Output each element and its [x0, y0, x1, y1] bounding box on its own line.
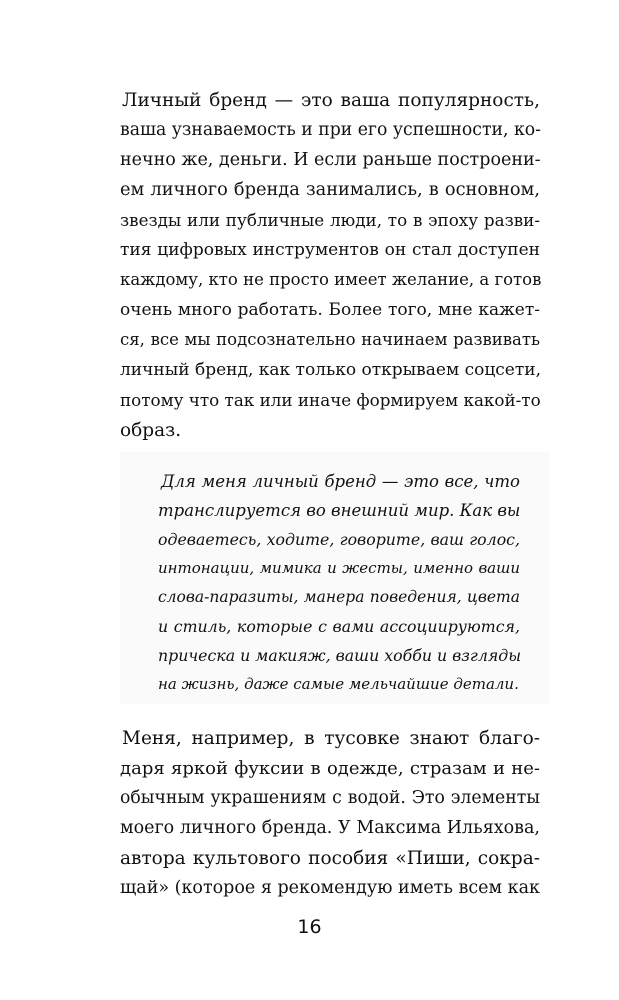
text-line: ем личного бренда занимались, в основном,	[120, 180, 540, 200]
quote-line: Для меня личный бренд — это все, что	[161, 472, 520, 491]
text-line: щай» (которое я рекомендую иметь всем как	[120, 878, 540, 898]
page-number: 16	[297, 916, 322, 938]
text-line: образ.	[120, 420, 182, 441]
text-line: даря яркой фуксии в одежде, стразам и не-	[120, 758, 540, 779]
text-line: звезды или публичные люди, то в эпоху разви-	[120, 210, 540, 230]
text-line: потому что так или иначе формируем какой-то	[120, 390, 541, 410]
text-line: очень много работать. Более того, мне кажет-	[120, 300, 540, 320]
text-line: Меня, например, в тусовке знают благо-	[122, 728, 540, 749]
quote-line: прическа и макияж, ваши хобби и взгляды	[158, 646, 522, 665]
text-line: нечно же, деньги. И если раньше построени-	[120, 150, 541, 170]
text-line: Личный бренд — это ваша популярность,	[122, 90, 540, 111]
quote-line: транслируется во внешний мир. Как вы	[158, 501, 521, 520]
text-line: обычным украшениям с водой. Это элементы	[120, 788, 540, 808]
quote-line: слова-паразиты, манера поведения, цвета	[158, 588, 520, 606]
text-line: ся, все мы подсознательно начинаем развивать	[120, 330, 540, 349]
quote-line: на жизнь, даже самые мельчайшие детали.	[158, 675, 519, 693]
quote-line: одеваетесь, ходите, говорите, ваш голос,	[158, 530, 520, 549]
quote-line: интонации, мимика и жесты, именно ваши	[158, 559, 520, 577]
text-line: тия цифровых инструментов он стал доступен	[120, 240, 540, 260]
text-line: каждому, кто не просто имеет желание, а готов	[120, 270, 542, 289]
text-line: ваша узнаваемость и при его успешности, ко-	[120, 120, 541, 140]
text-line: моего личного бренда. У Максима Ильяхова,	[120, 818, 540, 838]
text-line: автора культового пособия «Пиши, сокра-	[120, 848, 540, 869]
text-line: личный бренд, как только открываем соцсети,	[120, 360, 541, 380]
quote-line: и стиль, которые с вами ассоциируются,	[158, 617, 520, 636]
